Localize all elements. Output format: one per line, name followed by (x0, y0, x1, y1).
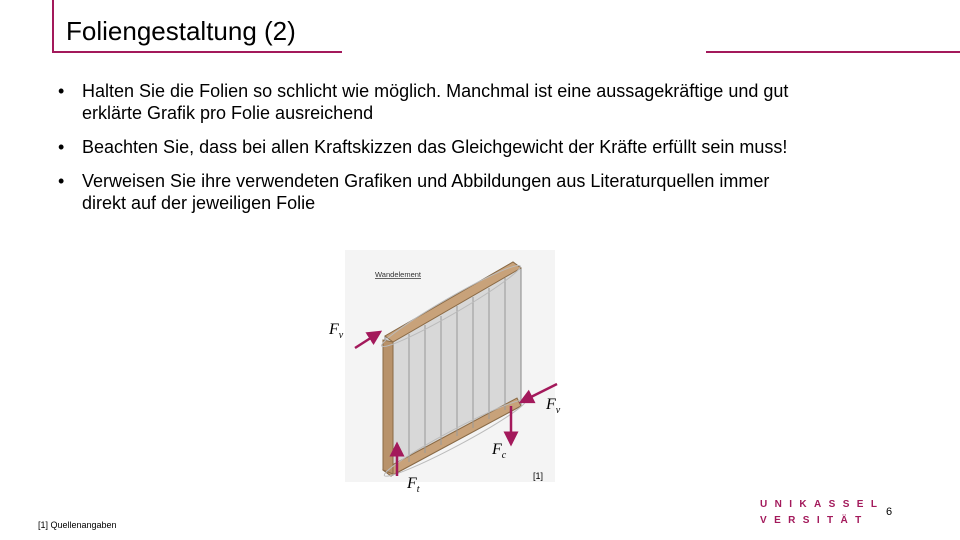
logo-line-2: VERSITÄT (760, 515, 869, 526)
bullet-text: Halten Sie die Folien so schlicht wie möglich. Manchmal ist eine aussagekräftige und gut erklärte Grafik pro Folie ausreichend (82, 81, 789, 123)
bullet-item (58, 136, 818, 158)
panel-label: Wandelement (375, 270, 421, 279)
force-label-fv-top: $F_v$ (329, 321, 344, 342)
force-label-ft: $F_t$ (407, 475, 420, 496)
title-underline-right (706, 51, 960, 53)
wall-element-figure (325, 248, 560, 488)
logo-line-1: UNIKASSEL (760, 499, 885, 510)
title-underline (52, 51, 342, 53)
bullet-mark: • (58, 137, 65, 157)
bullet-list (58, 80, 818, 226)
page-number: 6 (886, 506, 893, 518)
footnote-sources: [1] Quellenangaben (38, 520, 117, 530)
bullet-text: Verweisen Sie ihre verwendeten Grafiken und Abbildungen aus Literaturquellen immer direkt auf der jeweiligen Folie (82, 171, 770, 213)
slide-title: Foliengestaltung (2) (66, 16, 296, 46)
force-label-fc: $F_c$ (492, 441, 507, 462)
bullet-mark: • (58, 171, 65, 191)
bullet-mark: • (58, 81, 65, 101)
side-post (383, 340, 393, 474)
university-logo (760, 497, 885, 529)
force-label-fv-right: $F_v$ (546, 396, 561, 417)
bullet-item (58, 170, 818, 214)
bullet-item (58, 80, 818, 124)
bullet-text: Beachten Sie, dass bei allen Kraftskizzen das Gleichgewicht der Kräfte erfüllt sein muss! (82, 137, 788, 157)
figure-reference: [1] (533, 471, 544, 481)
